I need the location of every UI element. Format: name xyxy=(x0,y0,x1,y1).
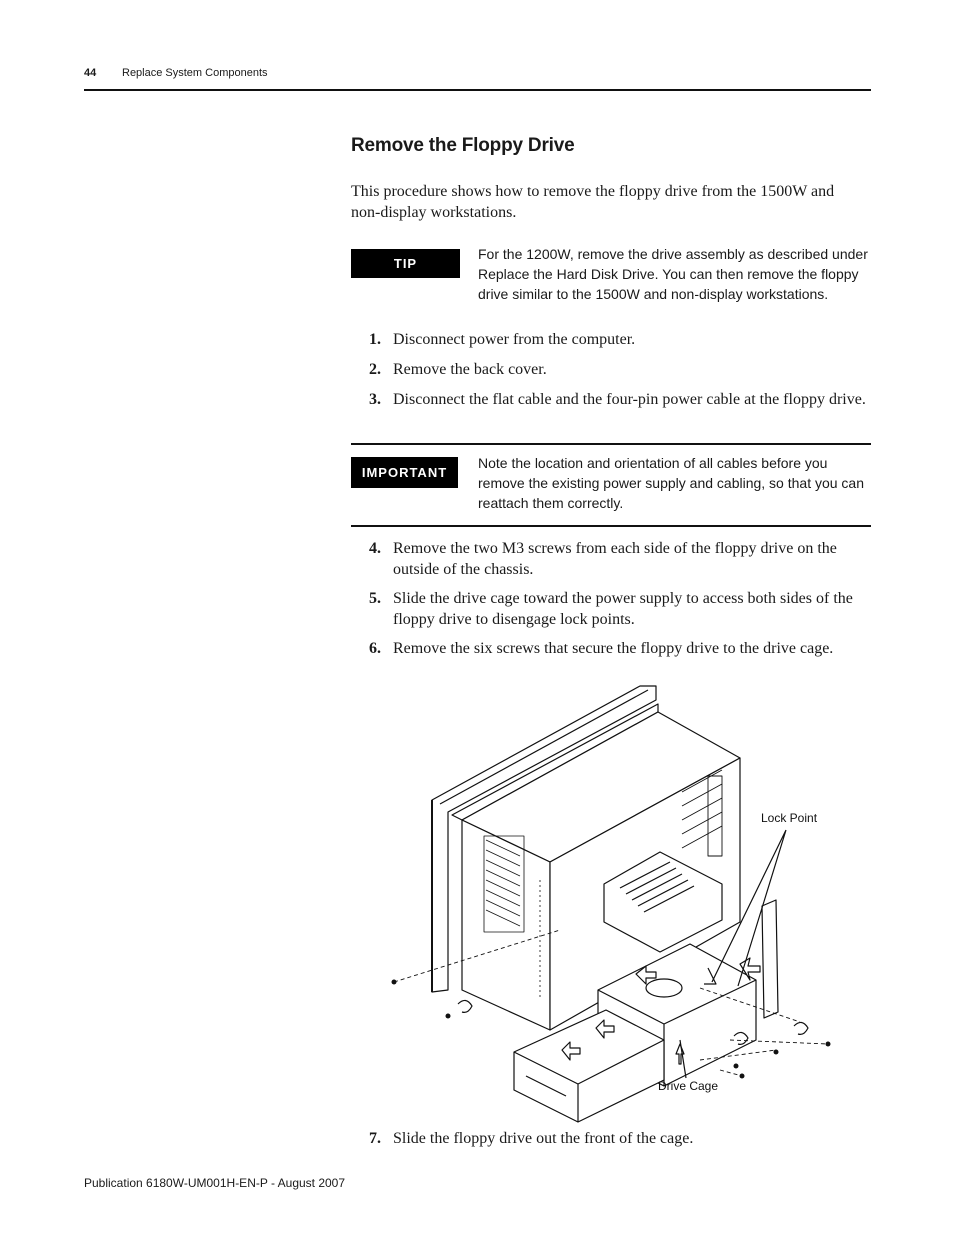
page-number: 44 xyxy=(84,67,97,79)
important-text: Note the location and orientation of all cables before you remove the existing power supply and cabling, so that you can reattach them correctly. xyxy=(478,455,865,511)
step-text: Remove the two M3 screws from each side of the floppy drive on the outside of the chassis. xyxy=(393,540,837,578)
clip-icon xyxy=(794,1022,808,1034)
running-title: Replace System Components xyxy=(122,67,268,79)
important-rule-top xyxy=(351,443,871,445)
clip-icon xyxy=(458,1000,472,1012)
important-rule-bottom xyxy=(351,525,871,527)
step-text: Disconnect power from the computer. xyxy=(393,331,636,348)
section-title: Remove the Floppy Drive xyxy=(351,135,575,156)
important-badge: IMPORTANT xyxy=(351,457,458,488)
step-text: Remove the six screws that secure the floppy drive to the drive cage. xyxy=(393,640,834,657)
step-text: Remove the back cover. xyxy=(393,361,547,378)
step-number: 2. xyxy=(369,361,381,378)
lock-point-label: Lock Point xyxy=(761,811,818,825)
tip-text: For the 1200W, remove the drive assembly as described under Replace the Hard Disk Drive. You can then remove the floppy drive similar to the 1500W and non-display workstations. xyxy=(478,246,868,302)
intro-paragraph: This procedure shows how to remove the floppy drive from the 1500W and non-display workstations. xyxy=(351,183,835,221)
step-number: 5. xyxy=(369,590,381,607)
step-text: Disconnect the flat cable and the four-pin power cable at the floppy drive. xyxy=(393,391,866,408)
step-item xyxy=(369,389,869,410)
floppy-removal-diagram xyxy=(380,680,850,1125)
step-text: Slide the drive cage toward the power supply to access both sides of the floppy drive to disengage lock points. xyxy=(393,590,853,628)
step-number: 3. xyxy=(369,391,381,408)
step-item xyxy=(369,1128,869,1149)
step-number: 7. xyxy=(369,1130,381,1147)
step-item xyxy=(369,329,869,350)
step-item xyxy=(369,538,869,580)
drive-cage-label: Drive Cage xyxy=(658,1079,719,1093)
step-text: Slide the floppy drive out the front of the cage. xyxy=(393,1130,694,1147)
step-item xyxy=(369,359,869,380)
step-number: 1. xyxy=(369,331,381,348)
header-rule xyxy=(84,89,871,91)
publication-footer: Publication 6180W-UM001H-EN-P - August 2007 xyxy=(84,1176,346,1190)
rear-bracket xyxy=(762,900,778,1018)
step-number: 6. xyxy=(369,640,381,657)
tip-badge: TIP xyxy=(351,249,460,278)
step-item xyxy=(369,638,869,659)
step-item xyxy=(369,588,869,630)
step-number: 4. xyxy=(369,540,381,557)
